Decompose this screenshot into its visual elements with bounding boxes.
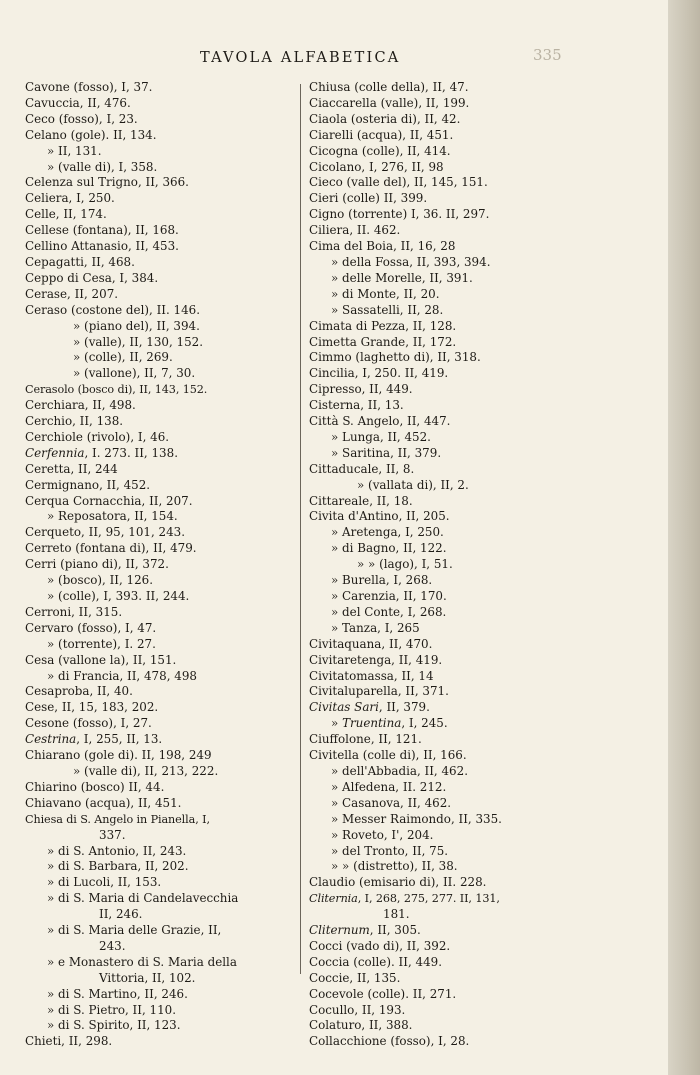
index-entry: Cieco (valle del), II, 145, 151. (309, 175, 488, 190)
index-entry: Cavone (fosso), I, 37. (25, 80, 153, 94)
index-entry: Civita d'Antino, II, 205. (309, 509, 450, 524)
index-entry: » Alfedena, II. 212. (331, 779, 447, 794)
index-entry: » di S. Antonio, II, 243. (47, 843, 187, 858)
index-entry: Ciuffolone, II, 121. (309, 732, 422, 747)
index-entry: Cerchiara, II, 498. (25, 398, 136, 413)
index-column-left (25, 80, 300, 1050)
index-entry: Cesone (fosso), I, 27. (25, 716, 152, 731)
index-entry: Ciaola (osteria di), II, 42. (309, 111, 461, 126)
index-entry: Cittareale, II, 18. (309, 493, 413, 508)
index-entry: » Burella, I, 268. (331, 573, 433, 588)
index-entry: Civitatomassa, II, 14 (309, 668, 434, 683)
index-entry: » di Lucoli, II, 153. (47, 875, 162, 890)
index-entry: » di S. Martino, II, 246. (47, 986, 188, 1001)
index-entry: II, 246. (99, 907, 143, 922)
index-entry: Cestrina, I, 255, II, 13. (25, 732, 163, 747)
index-entry: Cicolano, I, 276, II, 98 (309, 159, 444, 174)
index-entry: Cigno (torrente) I, 36. II, 297. (309, 207, 490, 222)
index-entry: Cellino Attanasio, II, 453. (25, 239, 179, 254)
page-number: 335 (533, 46, 562, 64)
index-entry: Cliternum, II, 305. (309, 923, 421, 938)
index-entry: Cicogna (colle), II, 414. (309, 143, 451, 158)
index-entry: Cerqua Cornacchia, II, 207. (25, 493, 193, 508)
index-entry: » Reposatora, II, 154. (47, 509, 178, 524)
index-entry: 337. (99, 827, 126, 842)
index-entry: Cerchiole (rivolo), I, 46. (25, 429, 170, 444)
index-entry: » Carenzia, II, 170. (331, 589, 447, 603)
index-entry: Cerreto (fontana di), II, 479. (25, 541, 197, 556)
index-entry: » » (distretto), II, 38. (331, 859, 458, 874)
index-entry: Celle, II, 174. (25, 207, 107, 222)
index-entry: » Casanova, II, 462. (331, 795, 452, 810)
index-entry: Cerri (piano di), II, 372. (25, 557, 169, 572)
index-entry: Celenza sul Trigno, II, 366. (25, 175, 189, 190)
index-entry: Ciliera, II. 462. (309, 223, 401, 238)
index-entry: » (vallata di), II, 2. (357, 477, 469, 492)
index-entry: » Aretenga, I, 250. (331, 525, 444, 540)
index-entry: Ceraso (costone del), II. 146. (25, 302, 200, 317)
index-entry: Cellese (fontana), II, 168. (25, 223, 179, 238)
index-entry: Cerqueto, II, 95, 101, 243. (25, 525, 185, 540)
index-column-right (309, 80, 599, 1050)
page-gutter-edge (668, 0, 700, 1075)
index-entry: Chiavano (acqua), II, 451. (25, 795, 182, 810)
index-entry: Celiera, I, 250. (25, 191, 115, 206)
index-entry: Cerchio, II, 138. (25, 414, 124, 429)
index-entry: » Roveto, I', 204. (331, 827, 434, 842)
index-entry: » della Fossa, II, 393, 394. (331, 254, 491, 269)
index-entry: » di S. Barbara, II, 202. (47, 859, 189, 874)
index-entry: Cerasolo (bosco di), II, 143, 152. (25, 383, 208, 397)
index-entry: Ciaccarella (valle), II, 199. (309, 95, 470, 110)
index-entry: Coccia (colle). II, 449. (309, 954, 442, 969)
index-entry: Cesa (vallone la), II, 151. (25, 652, 177, 667)
index-entry: Cocci (vado di), II, 392. (309, 938, 451, 953)
index-entry: Cincilia, I, 250. II, 419. (309, 366, 449, 381)
index-entry: » (colle), II, 269. (73, 350, 173, 365)
index-entry: Cese, II, 15, 183, 202. (25, 700, 159, 715)
index-entry: Ciarelli (acqua), II, 451. (309, 127, 454, 142)
index-entry: Civitaluparella, II, 371. (309, 684, 449, 699)
index-entry: » » (lago), I, 51. (357, 557, 453, 572)
index-entry: Cittaducale, II, 8. (309, 461, 415, 476)
index-entry: » Saritina, II, 379. (331, 445, 442, 460)
index-entry: Chieti, II, 298. (25, 1034, 113, 1049)
index-entry: Cimmo (laghetto di), II, 318. (309, 350, 481, 365)
index-entry: » di Francia, II, 478, 498 (47, 668, 197, 683)
index-entry: Cerroni, II, 315. (25, 604, 123, 619)
index-entry: Civitas Sari, II, 379. (309, 700, 430, 715)
column-divider (300, 84, 301, 974)
index-entry: » Messer Raimondo, II, 335. (331, 811, 502, 826)
index-entry: » (bosco), II, 126. (47, 573, 154, 588)
index-entry: » del Conte, I, 268. (331, 604, 447, 619)
index-entry: » (torrente), I. 27. (47, 636, 156, 651)
index-entry: Collacchione (fosso), I, 28. (309, 1034, 470, 1049)
index-entry: » di S. Maria delle Grazie, II, (47, 923, 222, 938)
index-entry: Cimetta Grande, II, 172. (309, 334, 457, 349)
index-entry: Ceretta, II, 244 (25, 461, 118, 476)
index-entry: Cavuccia, II, 476. (25, 95, 131, 110)
index-entry: 243. (99, 938, 126, 953)
index-entry: Cimata di Pezza, II, 128. (309, 318, 457, 333)
index-entry: » (valle di), I, 358. (47, 159, 158, 174)
index-entry: » (valle), II, 130, 152. (73, 334, 204, 349)
index-entry: Civitaretenga, II, 419. (309, 652, 443, 667)
index-entry: Cepagatti, II, 468. (25, 254, 135, 269)
index-entry: » Sassatelli, II, 28. (331, 302, 444, 317)
index-entry: Cima del Boia, II, 16, 28 (309, 239, 456, 254)
page-header (0, 46, 668, 74)
index-entry: Cocciе, II, 135. (309, 970, 401, 985)
index-entry: » (piano del), II, 394. (73, 318, 200, 333)
index-entry: » del Tronto, II, 75. (331, 843, 449, 858)
index-entry: » di S. Maria di Candelavecchia (47, 891, 239, 906)
index-entry: Colaturo, II, 388. (309, 1018, 413, 1033)
index-entry: » Lunga, II, 452. (331, 429, 431, 444)
index-entry: Cervaro (fosso), I, 47. (25, 620, 157, 635)
index-entry: Chiarano (gole di). II, 198, 249 (25, 748, 212, 763)
index-entry: Civitaquana, II, 470. (309, 636, 433, 651)
running-title: TAVOLA ALFABETICA (200, 50, 401, 66)
index-entry: Cerase, II, 207. (25, 286, 119, 301)
index-entry: Cocevole (colle). II, 271. (309, 986, 457, 1001)
index-entry: Cliternia, I, 268, 275, 277. II, 131, (309, 892, 500, 906)
index-entry: Cocullo, II, 193. (309, 1002, 406, 1017)
index-entry: Chiusa (colle della), II, 47. (309, 80, 469, 94)
index-entry: Ceppo di Cesa, I, 384. (25, 270, 159, 285)
index-entry: Civitella (colle di), II, 166. (309, 748, 467, 763)
index-entry: Chiesa di S. Angelo in Pianella, I, (25, 812, 210, 826)
index-entry: Claudio (emisario di), II. 228. (309, 875, 487, 890)
index-entry: » dell'Abbadia, II, 462. (331, 763, 468, 778)
index-entry: Cieri (colle) II, 399. (309, 191, 428, 206)
index-entry: » Truentina, I, 245. (331, 716, 448, 731)
index-entry: » (valle di), II, 213, 222. (73, 763, 219, 778)
index-entry: Celano (gole). II, 134. (25, 127, 157, 142)
index-entry: » (vallone), II, 7, 30. (73, 366, 196, 381)
index-entry: Chiarino (bosco) II, 44. (25, 779, 165, 794)
index-entry: 181. (383, 907, 410, 922)
index-entry: Cesaproba, II, 40. (25, 684, 133, 699)
index-entry: Città S. Angelo, II, 447. (309, 414, 451, 429)
index-entry: » di Monte, II, 20. (331, 286, 440, 301)
index-entry: » di S. Pietro, II, 110. (47, 1002, 176, 1017)
index-entry: » II, 131. (47, 143, 102, 158)
index-entry: Vittoria, II, 102. (99, 970, 196, 985)
index-entry: » e Monastero di S. Maria della (47, 954, 237, 969)
index-entry: » di Bagno, II, 122. (331, 541, 447, 556)
index-entry: Cerfennia, I. 273. II, 138. (25, 445, 178, 460)
index-entry: Cermignano, II, 452. (25, 477, 151, 492)
index-entry: » delle Morelle, II, 391. (331, 270, 473, 285)
index-entry: » (colle), I, 393. II, 244. (47, 589, 190, 603)
index-entry: Cisterna, II, 13. (309, 398, 404, 413)
index-entry: » di S. Spirito, II, 123. (47, 1018, 181, 1033)
index-entry: Cipresso, II, 449. (309, 382, 413, 397)
index-entry: » Tanza, I, 265 (331, 620, 420, 635)
index-entry: Ceco (fosso), I, 23. (25, 111, 138, 126)
